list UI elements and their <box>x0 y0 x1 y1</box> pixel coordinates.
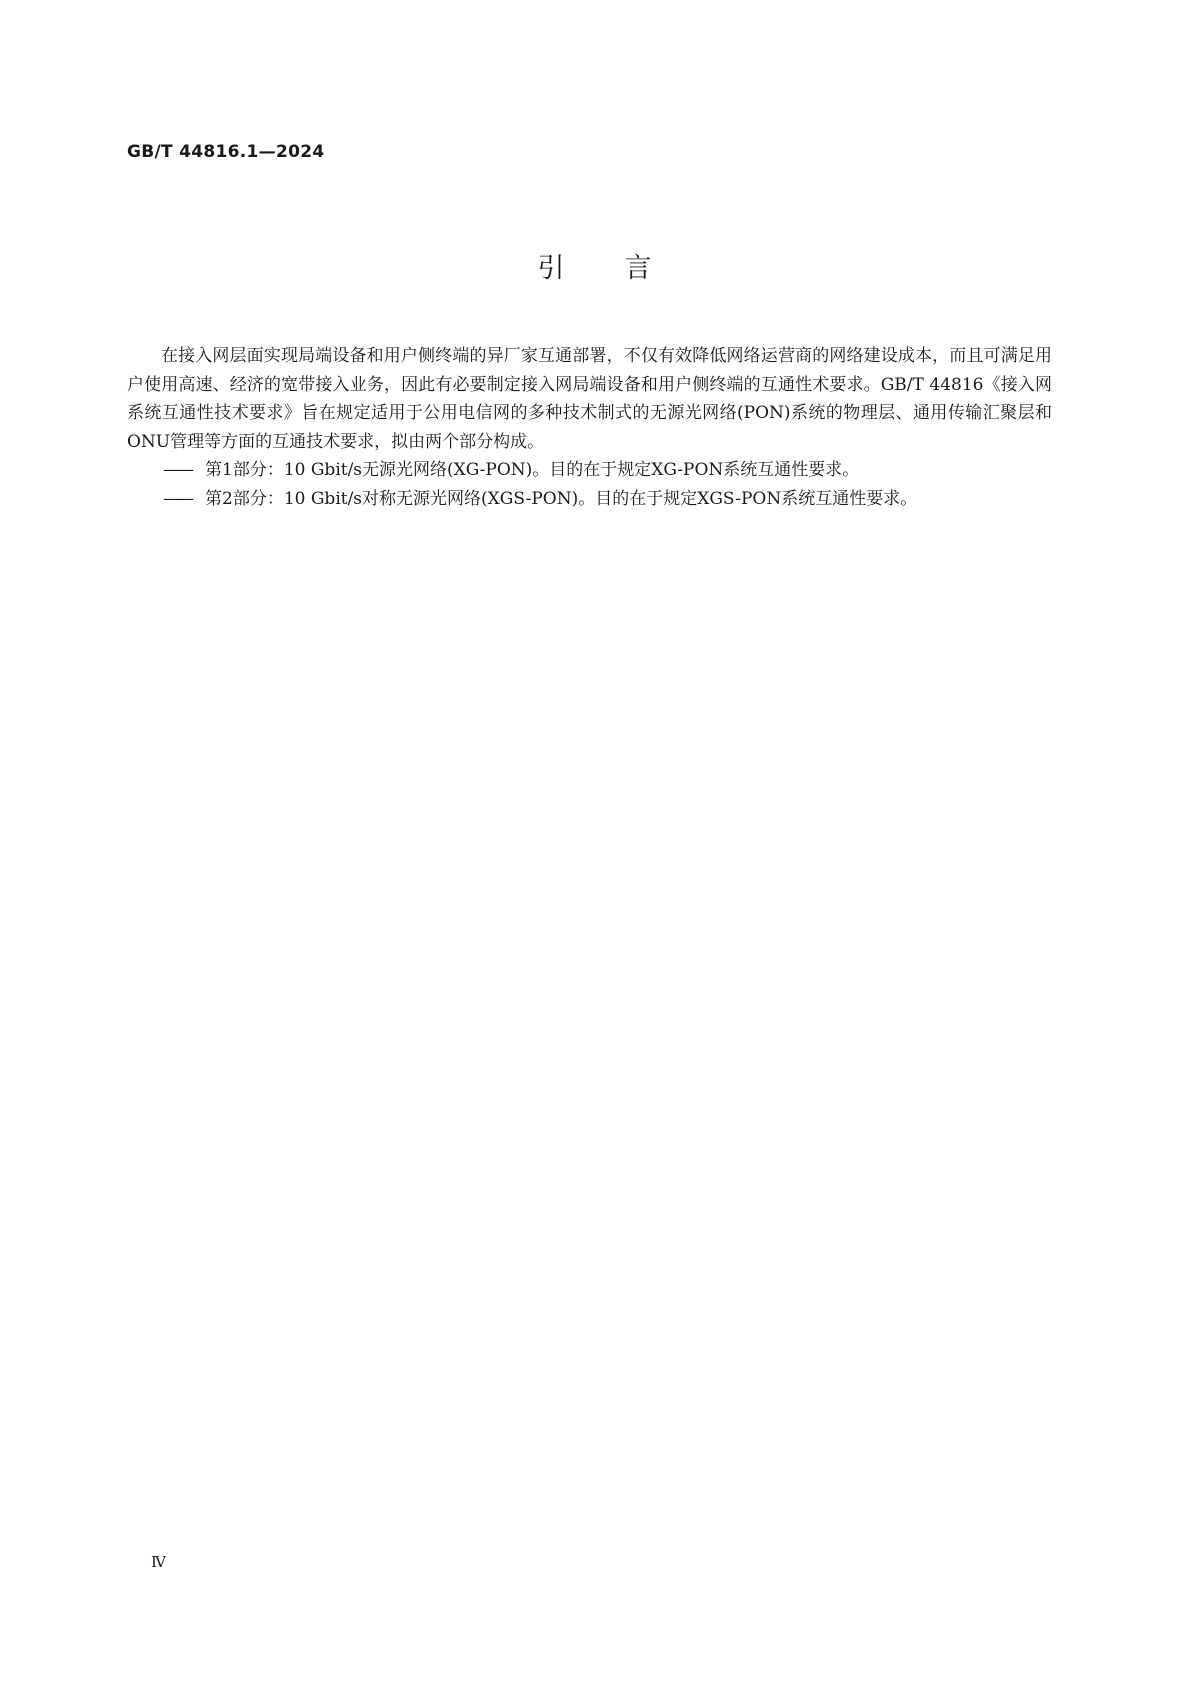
intro-paragraph: 在接入网层面实现局端设备和用户侧终端的异厂家互通部署，不仅有效降低网络运营商的网络建设成本，而且可满足用户使用高速、经济的宽带接入业务，因此有必要制定接入网局端设备和用户侧终端的互通性术要求。GB/T 44816《接入网系统互通性技术要求》旨在规定适用于公用电信网的多种技术制式的无源光网络(PON)系统的物理层、通用传输汇聚层和ONU管理等方面的互通技术要求，拟由两个部分构成。 <box>127 346 1052 452</box>
list-dash: —— <box>163 460 191 480</box>
page-number: Ⅳ <box>151 1553 166 1571</box>
section-title-char-1: 引 <box>537 253 567 284</box>
list-dash: —— <box>163 488 191 509</box>
list-item-text: 第1部分：10 Gbit/s无源光网络(XG-PON)。目的在于规定XG-PON系统互通性要求。 <box>205 460 860 480</box>
standard-code: GB/T 44816.1—2024 <box>127 142 325 162</box>
section-title <box>0 246 1191 285</box>
section-title-char-2: 言 <box>624 253 654 284</box>
introduction-body <box>127 342 1052 513</box>
parts-list <box>127 456 1052 513</box>
list-item <box>127 485 1052 514</box>
list-item-text: 第2部分：10 Gbit/s对称无源光网络(XGS-PON)。目的在于规定XGS-PON系统互通性要求。 <box>205 488 918 509</box>
list-item <box>127 456 1052 485</box>
